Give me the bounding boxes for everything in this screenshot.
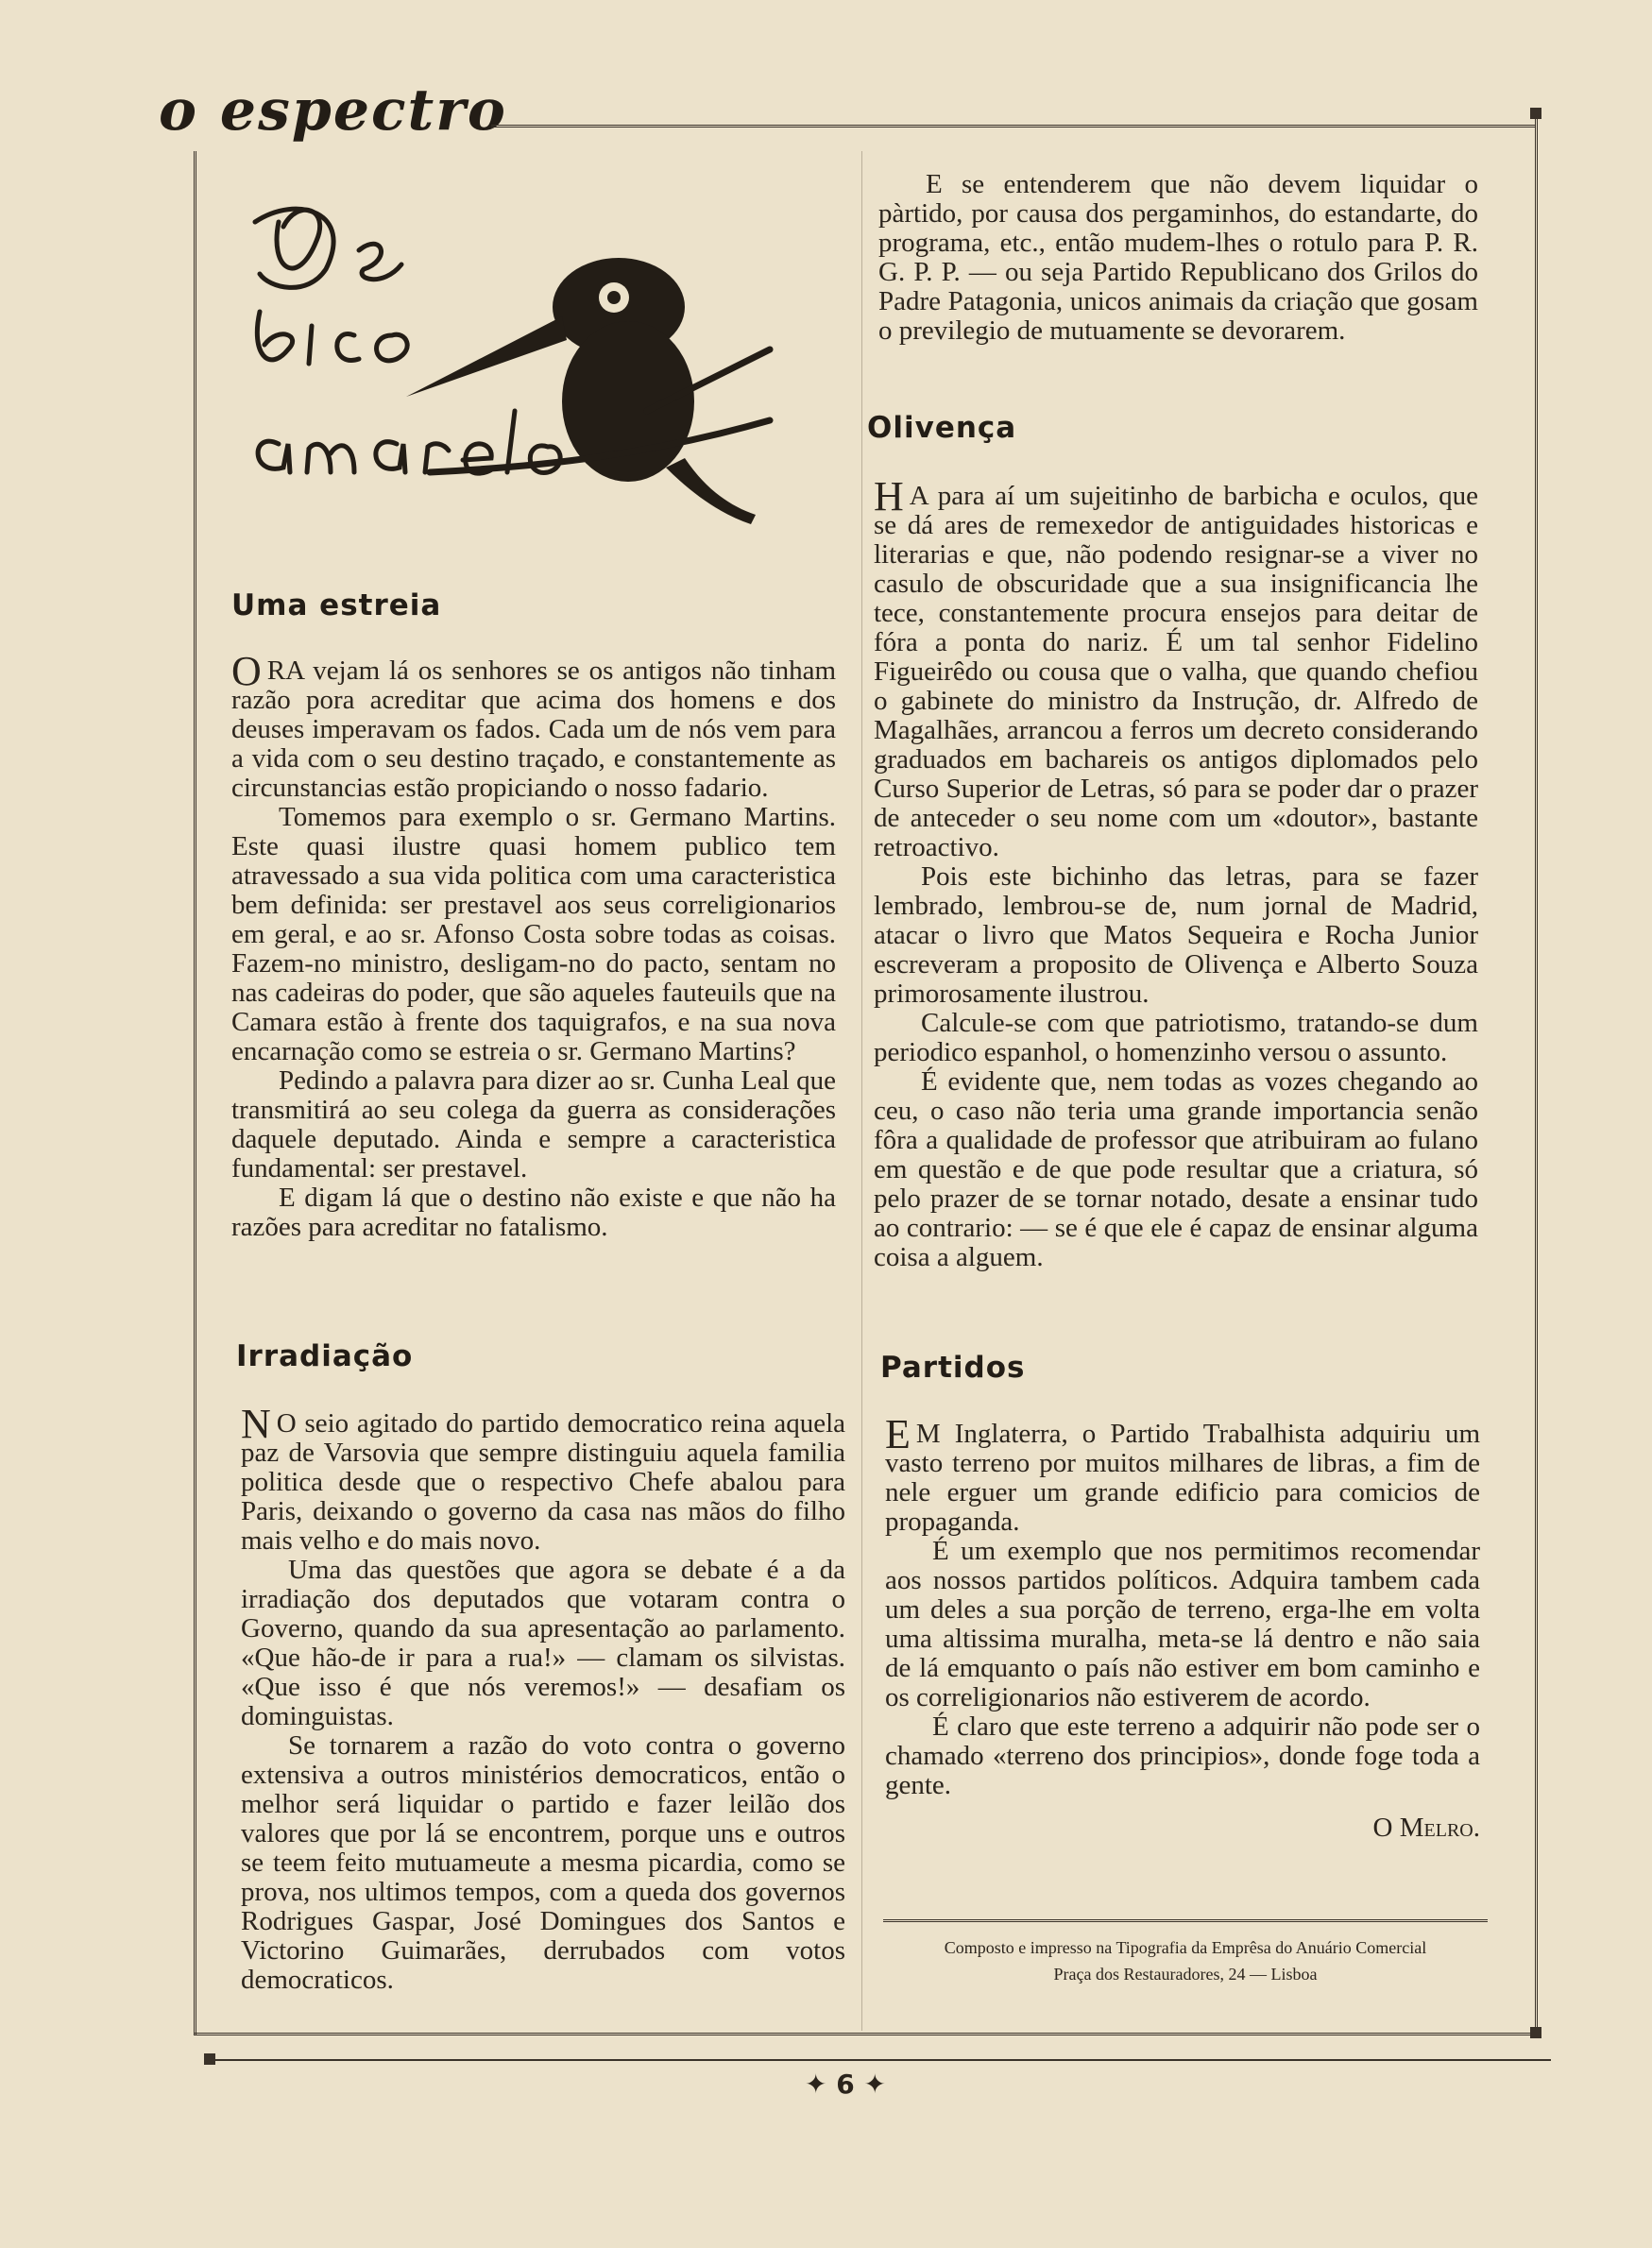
dropcap: N xyxy=(241,1401,271,1447)
paragraph: É claro que este terreno a adquirir não pode ser o chamado «terreno dos principios», donde foge toda a gente. xyxy=(885,1712,1480,1800)
heading-partidos: Partidos xyxy=(880,1351,1026,1385)
heading-olivenca: Olivença xyxy=(867,411,1017,445)
frame-right xyxy=(1535,113,1538,2035)
corner-ornament xyxy=(1530,2027,1541,2038)
signature: O Melro. xyxy=(1372,1813,1480,1843)
paragraph: É evidente que, nem todas as vozes chegando ao ceu, o caso não teria uma grande importancia senão fôra a qualidade de professor que atribuiram ao fulano em questão e de que pode resultar que a criatura, só pelo prazer de se tornar notado, desate a ensinar tudo ao contrario: — se é que ele é capaz de ensinar alguma coisa a alguem. xyxy=(874,1066,1478,1272)
dropcap: O xyxy=(231,648,262,694)
paragraph: Tomemos para exemplo o sr. Germano Martins. Este quasi ilustre quasi homem publico tem atravessado a sua vida politica com uma caracteristica bem definida: ser prestavel aos seus correligionarios em geral, e ao sr. Afonso Costa sobre todas as coisas. Fazem-no ministro, desligam-no do pacto, sentam no nas cadeiras do poder, que são aqueles fauteuils que na Camara estão à frente dos taquigrafos, e na sua nova encarnação como se estreia o sr. Germano Martins? xyxy=(231,802,836,1066)
paragraph: O seio agitado do partido democratico reina aquela paz de Varsovia que sempre distinguiu aquela familia politica desde que o respectivo Chefe abalou para Paris, deixando o governo da casa nas mãos do filho mais velho e do mais novo. xyxy=(241,1408,845,1556)
article-irradiacao xyxy=(241,1401,845,1995)
paragraph: Calcule-se com que patriotismo, tratando-se dum periodico espanhol, o homenzinho versou o assunto. xyxy=(874,1008,1478,1067)
paragraph: Pois este bichinho das letras, para se fazer lembrado, lembrou-se de, num jornal de Madrid, atacar o livro que Matos Sequeira e Rocha Junior escreveram a proposito de Olivença e Alberto Souza primorosamente ilustrou. xyxy=(874,861,1478,1009)
heading-uma-estreia: Uma estreia xyxy=(231,588,442,622)
paragraph: É um exemplo que nos permitimos recomendar aos nossos partidos políticos. Adquira tambem cada um deles a sua porção de terreno, erga-lhe em volta uma altissima muralha, meta-se lá dentro e não saia de lá emquanto o país não estiver em bom caminho e os correligionarios não estiverem de acordo. xyxy=(885,1536,1480,1712)
article-partidos xyxy=(885,1411,1480,1843)
column-divider xyxy=(861,151,862,2031)
colophon-line: Composto e impresso na Tipografia da Emprêsa do Anuário Comercial xyxy=(944,1938,1427,1957)
frame-bottom xyxy=(194,2033,1535,2035)
masthead: o espectro xyxy=(159,77,507,144)
paragraph: M Inglaterra, o Partido Trabalhista adquiriu um vasto terreno por muitos milhares de libras, a fim de nele erguer um grande edificio para comicios de propaganda. xyxy=(885,1419,1480,1537)
colophon-rule xyxy=(883,1919,1488,1922)
colophon-line: Praça dos Restauradores, 24 — Lisboa xyxy=(1053,1965,1318,1984)
heading-irradiacao: Irradiação xyxy=(236,1339,414,1373)
corner-ornament xyxy=(1530,108,1541,119)
paragraph: E se entenderem que não devem liquidar o pàrtido, por causa dos pergaminhos, do estandarte, do programa, etc., então mudem-lhes o rotulo para P. R. G. P. P. — ou seja Partido Republicano dos Grilos do Padre Patagonia, unicos animais da criação que gosam o previlegio de mutuamente se devorarem. xyxy=(878,169,1478,346)
paragraph: Se tornarem a razão do voto contra o governo extensiva a outros ministérios democraticos, então o melhor será liquidar o partido e fazer leilão dos valores que por lá se encontrem, porque uns e outros se teem feito mutuameute a mesma picardia, como se prova, nos ultimos tempos, com a queda dos governos Rodrigues Gaspar, José Domingues dos Santos e Victorino Guimarães, derrubados com votos democraticos. xyxy=(241,1730,845,1995)
frame-left xyxy=(194,151,196,2035)
dropcap: E xyxy=(885,1411,911,1457)
article-uma-estreia xyxy=(231,648,836,1242)
page-number: ✦ 6 ✦ xyxy=(805,2069,886,2100)
paragraph: Uma das questões que agora se debate é a da irradiação dos deputados que votaram contra o Governo, quando da sua apresentação ao parlamento. «Que hão-de ir para a rua!» — clamam os silvistas. «Que isso é que nós veremos!» — desafiam os dominguistas. xyxy=(241,1555,845,1731)
article-continuation xyxy=(878,170,1478,346)
top-rule xyxy=(491,125,1535,128)
paragraph: E digam lá que o destino não existe e que não ha razões para acreditar no fatalismo. xyxy=(231,1183,836,1242)
paragraph: A para aí um sujeitinho de barbicha e oculos, que se dá ares de remexedor de antiguidades historicas e literarias e que, não podendo resignar-se a viver no casulo de obscuridade que a sua insignificancia lhe tece, constantemente procura ensejos para deitar de fóra a ponta do nariz. É um tal senhor Fidelino Figueirêdo ou cousa que o valha, que quando chefiou o gabinete do ministro da Instrução, dr. Alfredo de Magalhães, arrancou a ferros um decreto considerando graduados em bachareis os antigos diplomados pelo Curso Superior de Letras, só para se poder dar o prazer de anteceder o seu nome com um «doutor», bastante retroactivo. xyxy=(874,481,1478,862)
frame-base xyxy=(210,2059,1551,2061)
corner-ornament xyxy=(204,2053,215,2065)
paragraph: RA vejam lá os senhores se os antigos não tinham razão pora acreditar que acima dos homens e dos deuses imperavam os fados. Cada um de nós vem para a vida com o seu destino traçado, e constantemente as circunstancias estão propiciando o nosso fadario. xyxy=(231,656,836,803)
bico-amarelo-illustration xyxy=(241,184,789,534)
article-olivenca xyxy=(874,473,1478,1272)
paragraph: Pedindo a palavra para dizer ao sr. Cunha Leal que transmitirá ao seu colega da guerra as considerações daquele deputado. Ainda e sempre a caracteristica fundamental: ser prestavel. xyxy=(231,1065,836,1184)
dropcap: H xyxy=(874,473,904,519)
colophon xyxy=(888,1934,1483,1987)
